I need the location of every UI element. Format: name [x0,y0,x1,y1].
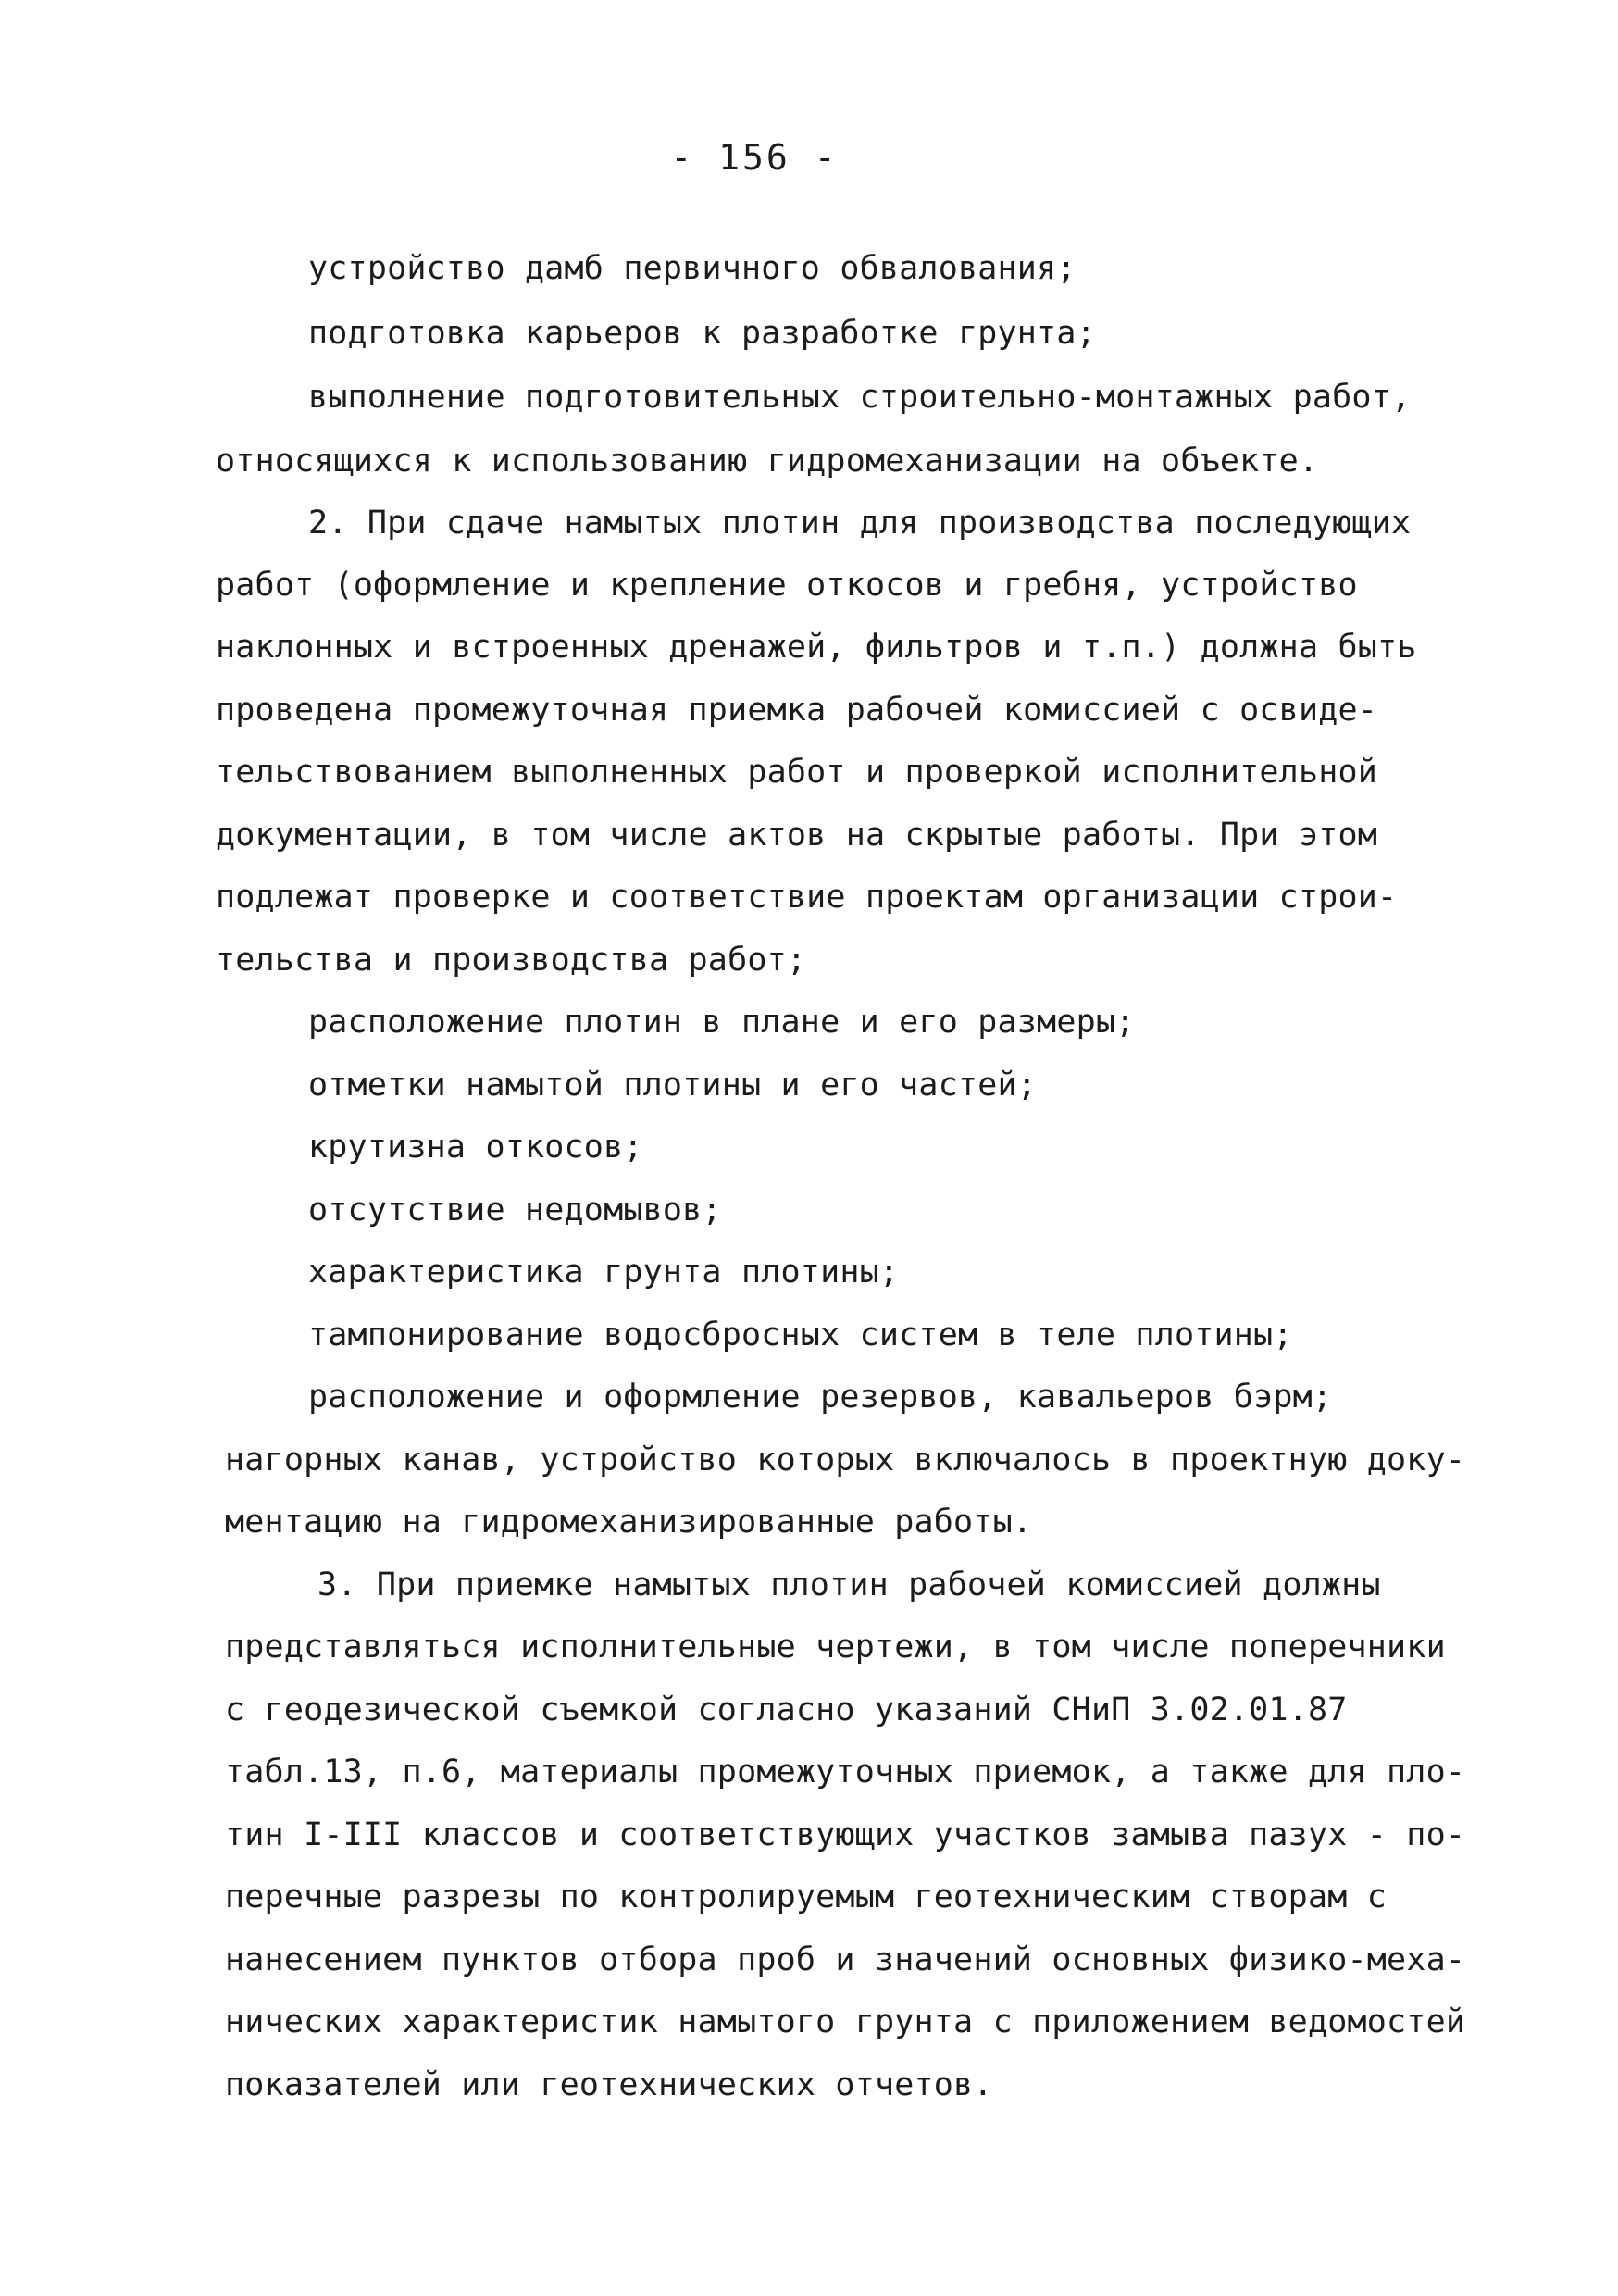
text-line: относящихся к использованию гидромеханизации на объекте. [216,443,1319,480]
text-line: показателей или геотехнических отчетов. [225,2066,993,2103]
text-line: с геодезической съемкой согласно указаний СНиП 3.02.01.87 [225,1691,1348,1728]
text-line: отметки намытой плотины и его частей; [308,1067,1038,1104]
text-line: наклонных и встроенных дренажей, фильтров и т.п.) должна быть [216,629,1417,666]
text-line: перечные разрезы по контролируемым геотехническим створам с [225,1878,1388,1915]
text-line: тин I-III классов и соответствующих участков замыва пазух - по- [225,1816,1466,1853]
text-line: ментацию на гидромеханизированные работы. [225,1504,1033,1541]
text-line: выполнение подготовительных строительно-монтажных работ, [308,379,1412,416]
text-line: тельства и производства работ; [216,942,807,979]
text-line: нических характеристик намытого грунта с приложением ведомостей [225,2003,1466,2040]
text-line: документации, в том числе актов на скрытые работы. При этом [216,817,1378,854]
text-line: 2. При сдаче намытых плотин для производства последующих [308,505,1412,542]
text-line: тампонирование водосбросных систем в теле плотины; [308,1316,1293,1354]
text-line: табл.13, п.6, материалы промежуточных приемок, а также для пло- [225,1753,1466,1791]
text-line: нагорных канав, устройство которых включалось в проектную доку- [225,1441,1466,1479]
text-line: характеристика грунта плотины; [308,1254,900,1291]
text-line: расположение и оформление резервов, кавальеров бэрм; [308,1379,1333,1416]
text-line: подготовка карьеров к разработке грунта; [308,315,1096,352]
text-line: устройство дамб первичного обвалования; [308,250,1077,287]
text-line: 3. При приемке намытых плотин рабочей комиссией должны [317,1566,1381,1603]
text-line: подлежат проверке и соответствие проектам организации строи- [216,879,1398,916]
text-line: представляться исполнительные чертежи, в том числе поперечники [225,1628,1446,1666]
text-line: проведена промежуточная приемка рабочей комиссией с освиде- [216,692,1378,729]
text-line: тельствованием выполненных работ и проверкой исполнительной [216,754,1378,791]
page-number: - 156 - [670,137,839,178]
text-line: крутизна откосов; [308,1129,643,1166]
text-line: работ (оформление и крепление откосов и гребня, устройство [216,567,1358,604]
text-line: отсутствие недомывов; [308,1192,722,1229]
text-line: расположение плотин в плане и его размеры; [308,1004,1136,1041]
text-line: нанесением пунктов отбора проб и значений основных физико-меха- [225,1941,1466,1978]
